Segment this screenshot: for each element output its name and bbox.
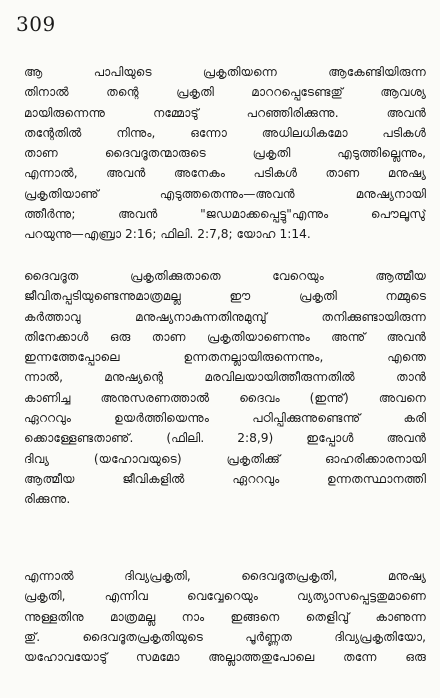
text-line: പ്രകൃതി, എന്നിവ വെവ്വേറെയും വ്യത്യാസപ്പെട്ടതുമാണെ [24, 589, 426, 604]
text-line: ക്കൊള്ളേണ്ടതാണു്. (ഫിലി. 2:8,9) ഇപ്പോൾ അവൻ [24, 431, 426, 446]
text-line: ത്തീർന്നു; അവൻ "ജഡമാക്കപ്പെട്ടു"എന്നും പൌലൂസു് [24, 207, 426, 222]
text-line: തിനാൽ തന്റെ പ്രകൃതി മാററപ്പെടേണ്ടതു് ആവശ്യ [24, 85, 426, 100]
text-line: ഏററവും ഉയർത്തിയെന്നും പഠിപ്പിക്കുന്നുണ്ടെന്നു് കരി [24, 411, 426, 426]
text-line: എന്നാൽ, അവൻ അനേകം പടികൾ താണ മനുഷ്യ [24, 166, 426, 181]
text-line: താണ ദൈവദൂതന്മാരുടെ പ്രകൃതി എടുത്തില്ലെന്നും, [24, 146, 426, 161]
page-number: 309 [16, 12, 56, 36]
text-line: ന്നുള്ളതിനു മാത്രമല്ല നാം ഇങ്ങനെ തെളിവു് കാണുന്ന [24, 609, 426, 624]
text-line: ആ പാപിയുടെ പ്രകൃതിയന്നെ ആകേണ്ടിയിരുന്ന [24, 65, 426, 79]
text-line: ന്നാൽ, മനുഷ്യന്റെ മരവിലയായിത്തീരുന്നതിൽ താൻ [24, 370, 426, 385]
text-line: തിനേക്കാൾ ഒരു താണ പ്രകൃതിയാണെന്നും അന്നു് അവൻ [24, 329, 426, 344]
text-line: മായിരുന്നെന്നു നമ്മോടു് പറഞ്ഞിരിക്കുന്നു. അവൻ [24, 105, 426, 120]
paragraph-1 [24, 62, 426, 245]
text-line: ഇന്നത്തേപ്പോലെ ഉന്നതനല്ലായിരുന്നെന്നും, എന്തെ [24, 350, 426, 365]
text-line: ജീവിതപ്പടിയുണ്ടെന്നുമാത്രമല്ല ഈ പ്രകൃതി നമ്മുടെ [24, 289, 426, 304]
paragraph-2 [24, 266, 426, 510]
text-line: തു്. ദൈവദൂതപ്രകൃതിയുടെ പൂർണ്ണത ദിവ്യപ്രകൃതിയോ, [24, 629, 426, 644]
text-line: പ്രകൃതിയാണു് എടുത്തതെന്നും—അവൻ മനുഷ്യനായി [24, 186, 426, 201]
text-line: യഹോവയോടു് സമമോ അല്ലാത്തതുപോലെ തന്നേ ഒരു [24, 650, 426, 665]
text-line: ദിവ്യ (യഹോവയുടെ) പ്രകൃതിക്കു് ഓഹരിക്കാരനായി [24, 451, 426, 466]
text-line: തന്റേതിൽ നിന്നും, ഒന്നോ അധിലധികമോ പടികൾ [24, 125, 426, 140]
text-line: എന്നാൽ ദിവ്യപ്രകൃതി, ദൈവദൂതപ്രകൃതി, മനുഷ്യ [24, 569, 426, 583]
text-line: ആത്മീയ ജീവികളിൽ ഏററവും ഉന്നതസ്ഥാനത്തി [24, 471, 426, 486]
paragraph-3 [24, 566, 426, 667]
text-line: കർത്താവു മനുഷ്യനാകുന്നതിനുമുമ്പു് തനിക്കുണ്ടായിരുന്ന [24, 309, 426, 324]
text-line: ദൈവദൂത പ്രകൃതിക്കുതാതെ വേറെയും ആത്മീയ [24, 269, 426, 283]
text-line: കാണിച്ച അനുസരണത്താൽ ദൈവം (ഇന്നു്) അവനെ [24, 390, 426, 405]
text-line: രിക്കുന്നു. [24, 492, 71, 507]
text-line: പറയുന്നു—എബ്രാ 2:16; ഫിലി. 2:7,8; യോഹ 1:14. [24, 227, 311, 242]
